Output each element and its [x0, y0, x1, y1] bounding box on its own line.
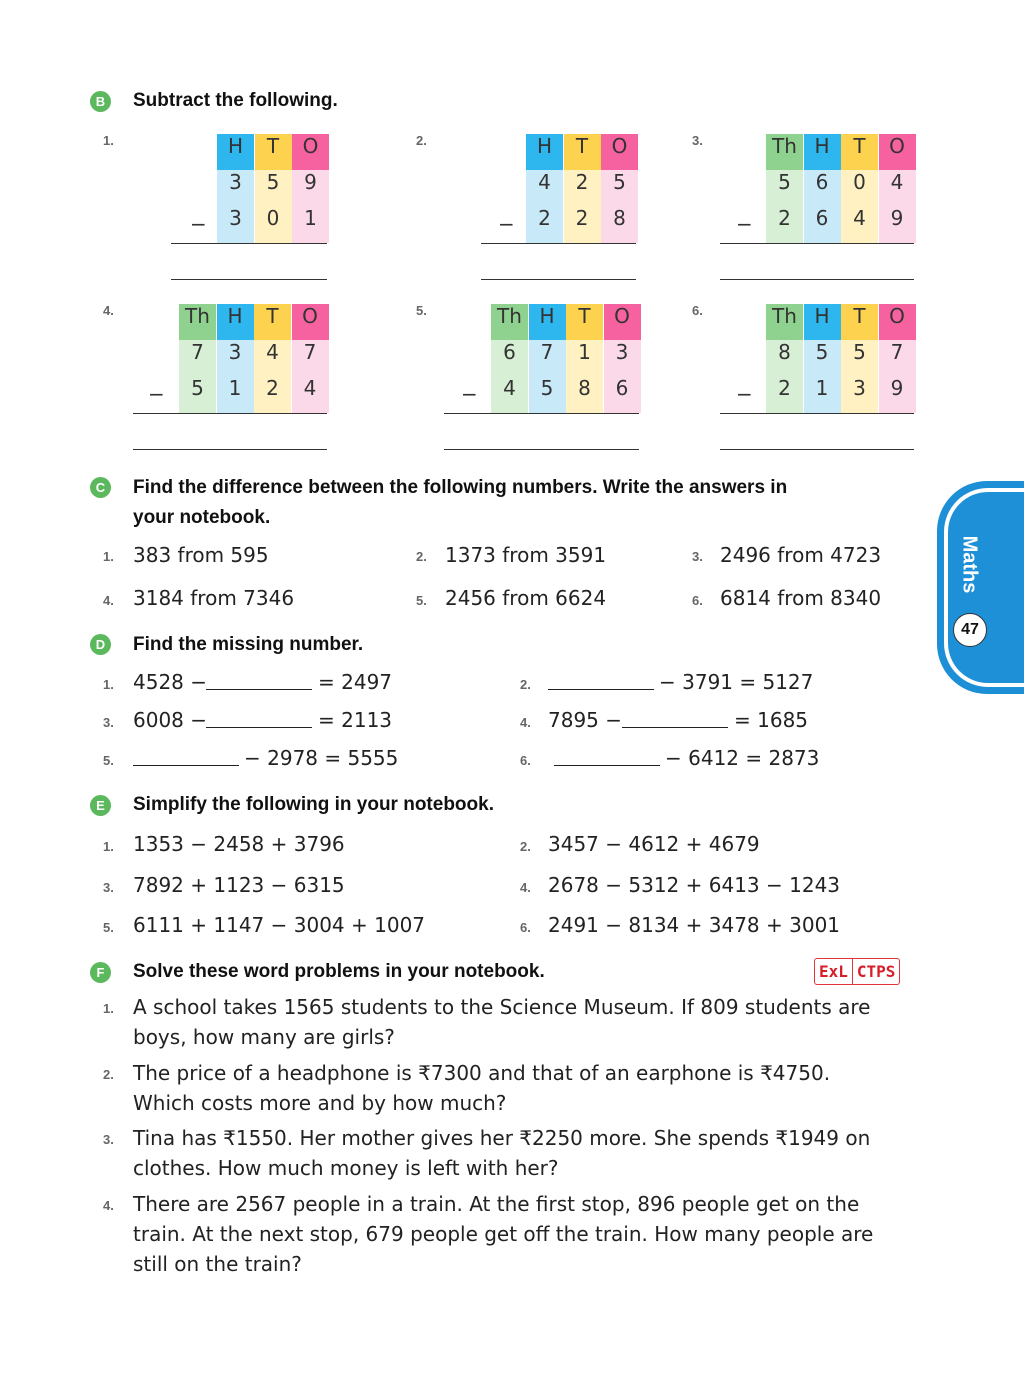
- problem-number: 4.: [103, 303, 114, 318]
- answer-rule-top: [133, 413, 327, 414]
- item-number: 5.: [103, 753, 114, 768]
- place-value-header: T: [566, 304, 603, 341]
- item-number: 2.: [103, 1067, 114, 1082]
- equation-left: 7895 −: [548, 708, 623, 732]
- word-problem: [133, 1058, 923, 1118]
- answer-rule-top: [481, 243, 636, 244]
- subject-label: Maths: [958, 535, 981, 594]
- equation-right: − 2978 = 5555: [244, 746, 399, 770]
- word-problem-line: still on the train?: [133, 1252, 302, 1276]
- section-b-badge: B: [90, 91, 111, 112]
- minuend-digit: 8: [766, 340, 803, 377]
- minus-sign: −: [190, 212, 207, 236]
- minuend-digit: 6: [491, 340, 528, 377]
- place-value-header: Th: [766, 134, 803, 171]
- subtrahend-digit: 3: [841, 376, 878, 413]
- place-value-header: O: [604, 304, 641, 341]
- subtrahend-digit: 4: [491, 376, 528, 413]
- place-value-header: H: [217, 134, 254, 171]
- minuend-digit: 7: [529, 340, 566, 377]
- minuend-digit: 6: [804, 170, 841, 207]
- subtrahend-digit: 4: [292, 376, 329, 413]
- section-d-title: Find the missing number.: [133, 634, 364, 655]
- difference-item: 3184 from 7346: [133, 586, 295, 610]
- subtrahend-digit: 9: [879, 376, 916, 413]
- place-value-header: H: [804, 304, 841, 341]
- minuend-digit: 7: [879, 340, 916, 377]
- item-number: 1.: [103, 677, 114, 692]
- minuend-digit: 0: [841, 170, 878, 207]
- difference-item: 1373 from 3591: [445, 543, 607, 567]
- equation-right: − 3791 = 5127: [659, 670, 814, 694]
- equation-right: − 6412 = 2873: [665, 746, 820, 770]
- place-value-header: H: [804, 134, 841, 171]
- subtrahend-digit: 2: [526, 206, 563, 243]
- item-number: 1.: [103, 549, 114, 564]
- section-b-title: Subtract the following.: [133, 90, 338, 111]
- item-number: 1.: [103, 1001, 114, 1016]
- item-number: 3.: [103, 880, 114, 895]
- expression-item: 3457 − 4612 + 4679: [548, 832, 760, 856]
- section-e-title: Simplify the following in your notebook.: [133, 794, 494, 815]
- skill-tag-ctps: CTPS: [852, 959, 900, 984]
- minuend-digit: 1: [566, 340, 603, 377]
- subtrahend-digit: 5: [529, 376, 566, 413]
- minuend-digit: 3: [604, 340, 641, 377]
- difference-item: 2456 from 6624: [445, 586, 607, 610]
- answer-rule-top: [720, 243, 914, 244]
- subtrahend-digit: 2: [766, 206, 803, 243]
- item-number: 3.: [692, 549, 703, 564]
- word-problem: [133, 1189, 923, 1279]
- minuend-digit: 3: [217, 170, 254, 207]
- subtrahend-digit: 8: [601, 206, 638, 243]
- answer-blank[interactable]: [206, 689, 312, 690]
- answer-blank[interactable]: [133, 765, 239, 766]
- item-number: 4.: [520, 880, 531, 895]
- subtrahend-digit: 6: [804, 206, 841, 243]
- answer-rule-top: [171, 243, 327, 244]
- answer-rule-bottom[interactable]: [481, 279, 636, 280]
- item-number: 2.: [416, 549, 427, 564]
- subtrahend-digit: 0: [255, 206, 292, 243]
- item-number: 6.: [520, 920, 531, 935]
- word-problem-line: boys, how many are girls?: [133, 1025, 395, 1049]
- item-number: 2.: [520, 839, 531, 854]
- problem-number: 1.: [103, 133, 114, 148]
- minuend-digit: 4: [526, 170, 563, 207]
- equation-left: 6008 −: [133, 708, 208, 732]
- expression-item: 2678 − 5312 + 6413 − 1243: [548, 873, 841, 897]
- place-value-header: Th: [766, 304, 803, 341]
- minus-sign: −: [498, 212, 515, 236]
- place-value-header: H: [526, 134, 563, 171]
- subtrahend-digit: 1: [217, 376, 254, 413]
- section-f-badge: F: [90, 962, 111, 983]
- subtrahend-digit: 2: [564, 206, 601, 243]
- item-number: 3.: [103, 1132, 114, 1147]
- minus-sign: −: [148, 382, 165, 406]
- equation-right: = 2113: [318, 708, 393, 732]
- word-problem: [133, 1123, 923, 1183]
- place-value-header: O: [292, 134, 329, 171]
- minuend-digit: 3: [217, 340, 254, 377]
- equation-left: 4528 −: [133, 670, 208, 694]
- item-number: 4.: [520, 715, 531, 730]
- expression-item: 2491 − 8134 + 3478 + 3001: [548, 913, 841, 937]
- item-number: 5.: [103, 920, 114, 935]
- subtrahend-digit: 4: [841, 206, 878, 243]
- word-problem-line: Which costs more and by how much?: [133, 1091, 507, 1115]
- place-value-header: H: [217, 304, 254, 341]
- problem-number: 5.: [416, 303, 427, 318]
- answer-rule-top: [444, 413, 639, 414]
- place-value-header: T: [841, 134, 878, 171]
- item-number: 4.: [103, 593, 114, 608]
- word-problem-line: The price of a headphone is ₹7300 and that of an earphone is ₹4750.: [133, 1061, 831, 1085]
- problem-number: 6.: [692, 303, 703, 318]
- item-number: 6.: [692, 593, 703, 608]
- problem-number: 2.: [416, 133, 427, 148]
- subtrahend-digit: 3: [217, 206, 254, 243]
- difference-item: 6814 from 8340: [720, 586, 882, 610]
- answer-rule-bottom[interactable]: [171, 279, 327, 280]
- difference-item: 2496 from 4723: [720, 543, 882, 567]
- minuend-digit: 4: [879, 170, 916, 207]
- word-problem-line: There are 2567 people in a train. At the first stop, 896 people get on the: [133, 1192, 860, 1216]
- minus-sign: −: [461, 382, 478, 406]
- minus-sign: −: [736, 212, 753, 236]
- subtrahend-digit: 1: [292, 206, 329, 243]
- minuend-digit: 5: [841, 340, 878, 377]
- place-value-header: O: [292, 304, 329, 341]
- word-problem-line: clothes. How much money is left with her?: [133, 1156, 559, 1180]
- place-value-header: Th: [179, 304, 216, 341]
- place-value-header: T: [841, 304, 878, 341]
- expression-item: 1353 − 2458 + 3796: [133, 832, 345, 856]
- answer-blank[interactable]: [622, 727, 728, 728]
- answer-rule-bottom[interactable]: [720, 449, 914, 450]
- item-number: 1.: [103, 839, 114, 854]
- subtrahend-digit: 1: [804, 376, 841, 413]
- minus-sign: −: [736, 382, 753, 406]
- subtrahend-digit: 8: [566, 376, 603, 413]
- expression-item: 7892 + 1123 − 6315: [133, 873, 345, 897]
- word-problem: [133, 992, 923, 1052]
- minuend-digit: 5: [601, 170, 638, 207]
- section-f-title: Solve these word problems in your notebook.: [133, 961, 545, 982]
- subtrahend-digit: 9: [879, 206, 916, 243]
- answer-rule-bottom[interactable]: [133, 449, 327, 450]
- difference-item: 383 from 595: [133, 543, 269, 567]
- place-value-header: T: [564, 134, 601, 171]
- place-value-header: H: [529, 304, 566, 341]
- minuend-digit: 5: [766, 170, 803, 207]
- answer-rule-bottom[interactable]: [444, 449, 639, 450]
- section-c-title-line1: Find the difference between the following numbers. Write the answers in: [133, 477, 788, 498]
- place-value-header: O: [601, 134, 638, 171]
- section-d-badge: D: [90, 634, 111, 655]
- place-value-header: T: [254, 304, 291, 341]
- answer-blank[interactable]: [554, 765, 660, 766]
- section-c-title-line2: your notebook.: [133, 507, 271, 528]
- place-value-header: Th: [491, 304, 528, 341]
- subtrahend-digit: 5: [179, 376, 216, 413]
- place-value-header: O: [879, 134, 916, 171]
- item-number: 4.: [103, 1198, 114, 1213]
- answer-rule-bottom[interactable]: [720, 279, 914, 280]
- skill-tag-exl: ExL: [819, 962, 848, 981]
- problem-number: 3.: [692, 133, 703, 148]
- item-number: 5.: [416, 593, 427, 608]
- place-value-header: T: [255, 134, 292, 171]
- minuend-digit: 5: [804, 340, 841, 377]
- answer-rule-top: [720, 413, 914, 414]
- subtrahend-digit: 2: [254, 376, 291, 413]
- minuend-digit: 4: [254, 340, 291, 377]
- minuend-digit: 5: [255, 170, 292, 207]
- answer-blank[interactable]: [206, 727, 312, 728]
- minuend-digit: 9: [292, 170, 329, 207]
- expression-item: 6111 + 1147 − 3004 + 1007: [133, 913, 426, 937]
- minuend-digit: 7: [292, 340, 329, 377]
- equation-right: = 2497: [318, 670, 393, 694]
- word-problem-line: Tina has ₹1550. Her mother gives her ₹2250 more. She spends ₹1949 on: [133, 1126, 871, 1150]
- equation-right: = 1685: [734, 708, 809, 732]
- word-problem-line: A school takes 1565 students to the Science Museum. If 809 students are: [133, 995, 871, 1019]
- place-value-header: O: [879, 304, 916, 341]
- minuend-digit: 2: [564, 170, 601, 207]
- answer-blank[interactable]: [548, 689, 654, 690]
- word-problem-line: train. At the next stop, 679 people get off the train. How many people are: [133, 1222, 874, 1246]
- subtrahend-digit: 2: [766, 376, 803, 413]
- item-number: 2.: [520, 677, 531, 692]
- subtrahend-digit: 6: [604, 376, 641, 413]
- item-number: 3.: [103, 715, 114, 730]
- page-number: 47: [953, 613, 987, 647]
- skill-tag: [814, 958, 900, 985]
- minuend-digit: 7: [179, 340, 216, 377]
- item-number: 6.: [520, 753, 531, 768]
- section-e-badge: E: [90, 795, 111, 816]
- section-c-badge: C: [90, 477, 111, 498]
